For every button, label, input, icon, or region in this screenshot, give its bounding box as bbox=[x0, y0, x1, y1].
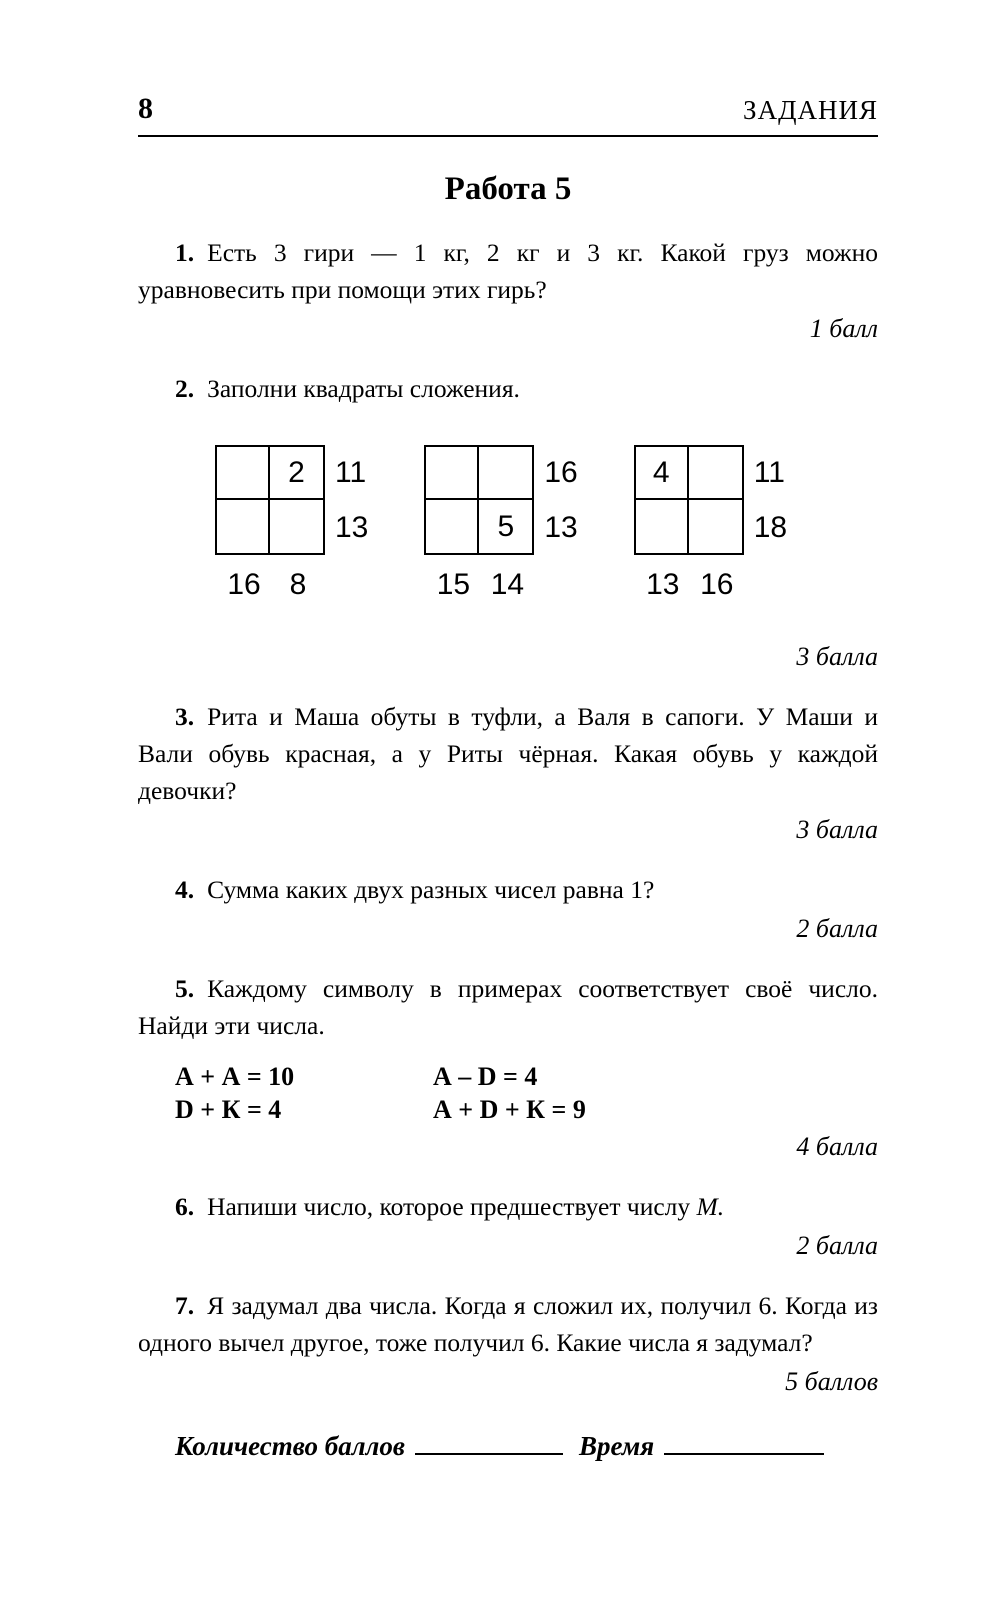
task-3-text: Рита и Маша обуты в туфли, а Валя в сапоги. У Маши и Вали обувь красная, а у Риты чёрная. Какая обувь у каждой девочки? bbox=[138, 702, 878, 805]
task-1 bbox=[138, 234, 878, 308]
task-6-text: Напиши число, которое предшествует числу bbox=[207, 1192, 691, 1221]
score-label: Количество баллов bbox=[175, 1431, 405, 1461]
equation: А + D + К = 9 bbox=[433, 1095, 586, 1124]
task-5 bbox=[138, 970, 878, 1044]
header-rule bbox=[138, 135, 878, 137]
square-cell bbox=[426, 447, 479, 500]
task-1-text: Есть 3 гири — 1 кг, 2 кг и 3 кг. Какой груз можно уравновесить при помощи этих гирь? bbox=[138, 238, 878, 304]
page-number: 8 bbox=[138, 92, 153, 125]
task-1-number: 1. bbox=[175, 238, 195, 267]
row-sum: 18 bbox=[753, 510, 788, 544]
score-blank bbox=[415, 1436, 563, 1455]
square-cell bbox=[689, 500, 742, 553]
task-4-number: 4. bbox=[175, 875, 195, 904]
time-blank bbox=[664, 1436, 824, 1455]
page-header bbox=[138, 92, 878, 126]
task-4 bbox=[138, 871, 878, 908]
equation: А + А = 10 bbox=[175, 1062, 295, 1091]
task-7-text: Я задумал два числа. Когда я сложил их, получил 6. Когда из одного вычел другое, тоже получил 6. Какие числа я задумал? bbox=[138, 1291, 878, 1357]
addition-square-3 bbox=[634, 445, 787, 602]
addition-squares bbox=[138, 445, 878, 602]
row-sum: 13 bbox=[335, 510, 369, 544]
col-sum: 16 bbox=[700, 568, 734, 601]
task-6-points: 2 балла bbox=[796, 1231, 878, 1260]
square-cell bbox=[636, 500, 689, 553]
square-cell bbox=[426, 500, 479, 553]
col-sum: 13 bbox=[646, 568, 680, 601]
square-cell: 2 bbox=[270, 447, 323, 500]
task-2-number: 2. bbox=[175, 374, 195, 403]
task-7-number: 7. bbox=[175, 1291, 195, 1320]
square-cell: 5 bbox=[497, 509, 515, 543]
col-sum: 15 bbox=[436, 568, 471, 601]
task-6-text-italic: М. bbox=[696, 1192, 725, 1221]
square-cell: 4 bbox=[636, 447, 689, 500]
task-7-points: 5 баллов bbox=[785, 1367, 878, 1396]
task-3-number: 3. bbox=[175, 702, 195, 731]
task-5-text: Каждому символу в примерах соответствует своё число. Найди эти числа. bbox=[138, 974, 878, 1040]
row-sum: 13 bbox=[544, 510, 578, 544]
col-sum: 16 bbox=[227, 568, 261, 601]
task-4-text: Сумма каких двух разных чисел равна 1? bbox=[207, 875, 655, 904]
score-time-line bbox=[175, 1431, 878, 1462]
equations-block bbox=[175, 1060, 878, 1126]
task-5-points: 4 балла bbox=[796, 1132, 878, 1161]
square-grid bbox=[634, 445, 744, 555]
task-5-number: 5. bbox=[175, 974, 195, 1003]
task-3-points: 3 балла bbox=[796, 815, 878, 844]
task-7 bbox=[138, 1287, 878, 1361]
col-sum: 14 bbox=[490, 568, 525, 601]
row-sum: 11 bbox=[753, 455, 785, 489]
square-cell bbox=[689, 447, 742, 500]
task-1-points: 1 балл bbox=[809, 314, 878, 343]
square-grid bbox=[424, 445, 534, 555]
square-grid bbox=[215, 445, 325, 555]
col-sum: 8 bbox=[289, 568, 307, 601]
square-cell bbox=[270, 500, 323, 553]
task-2-text: Заполни квадраты сложения. bbox=[207, 374, 520, 403]
square-cell bbox=[479, 447, 532, 500]
task-3 bbox=[138, 698, 878, 809]
task-4-points: 2 балла bbox=[796, 914, 878, 943]
square-cell bbox=[217, 447, 270, 500]
row-sum: 11 bbox=[335, 455, 367, 489]
worksheet-title: Работа 5 bbox=[444, 171, 572, 207]
addition-square-1 bbox=[215, 445, 368, 602]
equation: А – D = 4 bbox=[433, 1062, 538, 1091]
row-sum: 16 bbox=[544, 455, 578, 489]
time-label: Время bbox=[578, 1431, 655, 1461]
task-2-points: 3 балла bbox=[796, 642, 878, 671]
equation: D + К = 4 bbox=[175, 1095, 282, 1124]
square-cell bbox=[217, 500, 270, 553]
task-6 bbox=[138, 1188, 878, 1225]
task-2 bbox=[138, 370, 878, 407]
addition-square-2 bbox=[424, 445, 577, 602]
running-title: ЗАДАНИЯ bbox=[743, 95, 878, 125]
task-6-number: 6. bbox=[175, 1192, 195, 1221]
